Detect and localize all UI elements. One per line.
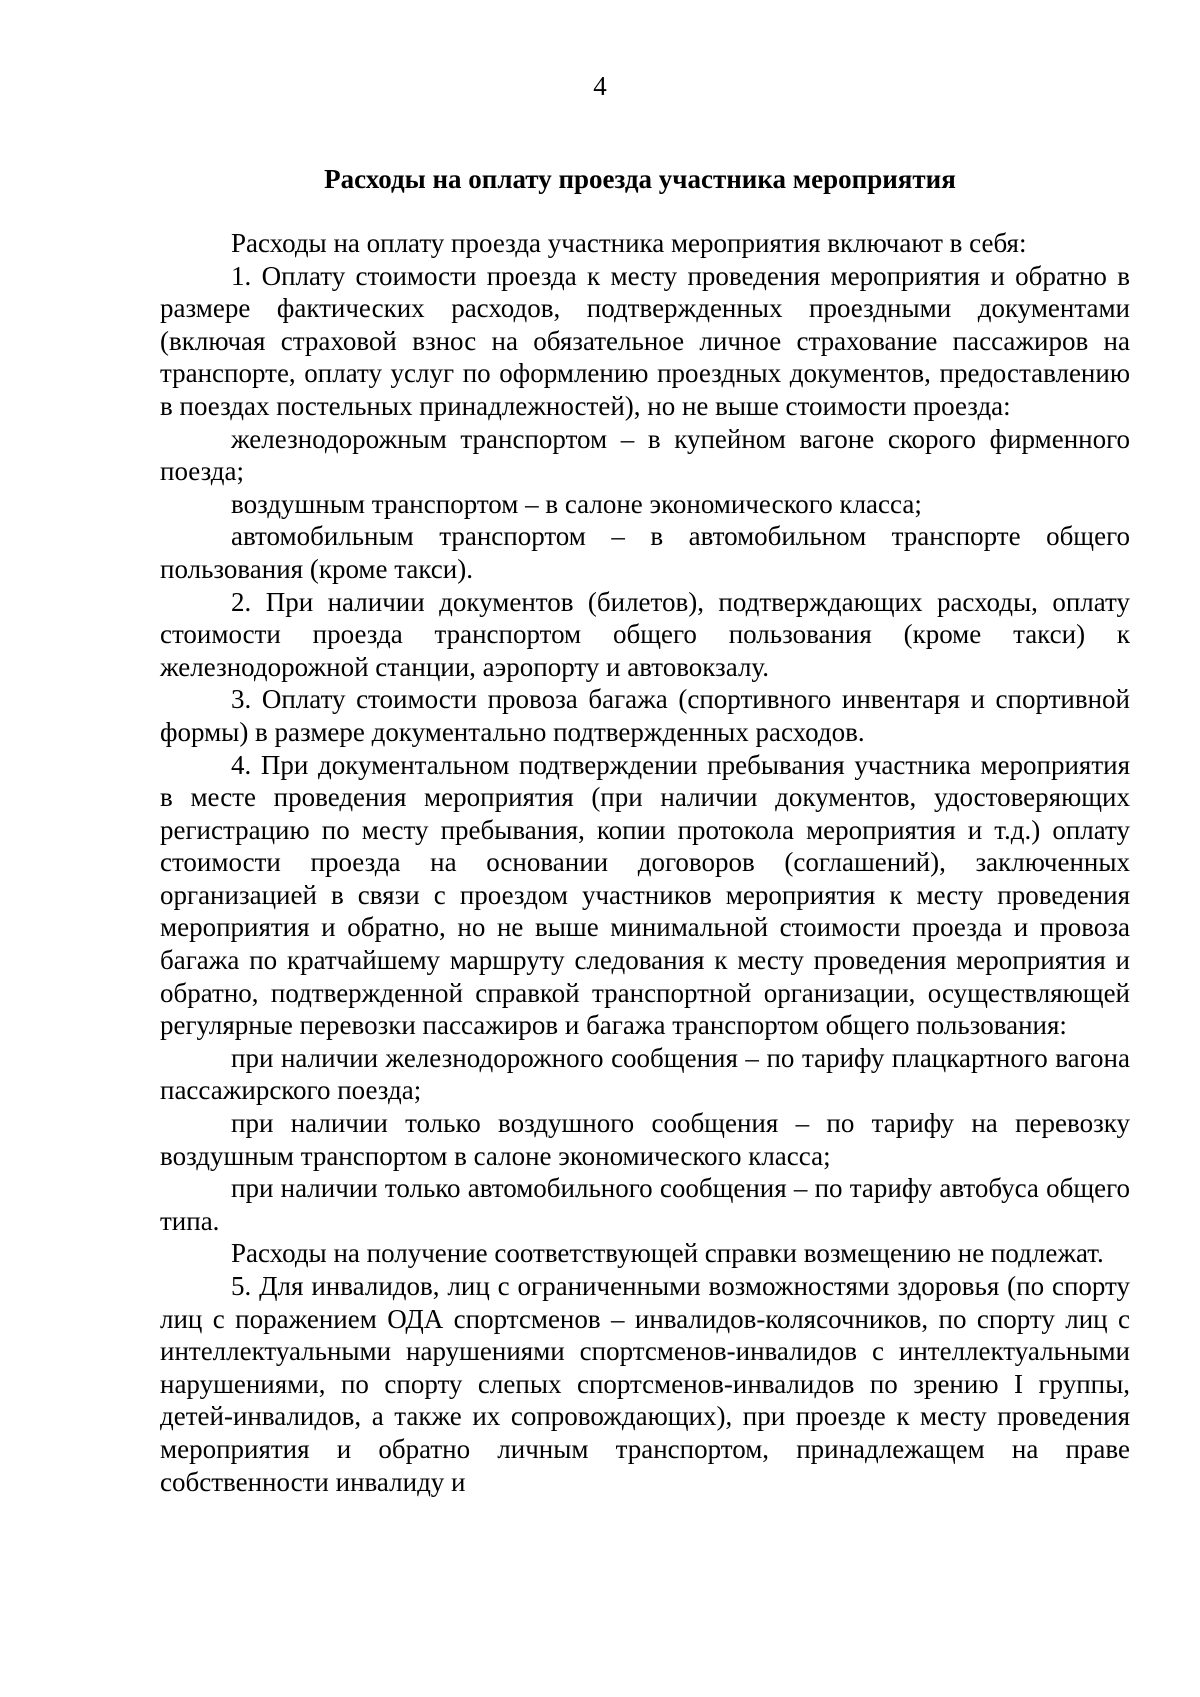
- section-title: Расходы на оплату проезда участника мероприятия: [324, 164, 956, 194]
- paragraph-bus-tariff: при наличии только автомобильного сообщения – по тарифу автобуса общего типа.: [160, 1173, 1130, 1236]
- paragraph-rail-tariff: при наличии железнодорожного сообщения – по тарифу плацкартного вагона пассажирского поезда;: [160, 1042, 1130, 1106]
- paragraph-certificate: Расходы на получение соответствующей справки возмещению не подлежат.: [231, 1238, 1104, 1269]
- paragraph-air-tariff: при наличии только воздушного сообщения – по тарифу на перевозку воздушным транспортом в салоне экономического класса;: [160, 1108, 1130, 1171]
- paragraph-auto: автомобильным транспортом – в автомобильном транспорте общего пользования (кроме такси).: [160, 521, 1130, 584]
- paragraph-item-3: 3. Оплату стоимости провоза багажа (спортивного инвентаря и спортивной формы) в размере документально подтвержденных расходов.: [160, 684, 1130, 747]
- paragraph-intro: Расходы на оплату проезда участника мероприятия включают в себя:: [231, 228, 1027, 258]
- paragraph-item-2: 2. При наличии документов (билетов), подтверждающих расходы, оплату стоимости проезда транспортом общего пользования (кроме такси) к железнодорожной станции, аэропорту и автовокзалу.: [160, 586, 1130, 682]
- document-body: [160, 227, 1130, 1498]
- paragraph-rail: железнодорожным транспортом – в купейном вагоне скорого фирменного поезда;: [160, 423, 1130, 487]
- page-number: 4: [593, 71, 607, 101]
- paragraph-air: воздушным транспортом – в салоне экономического класса;: [231, 488, 922, 519]
- paragraph-item-4: 4. При документальном подтверждении пребывания участника мероприятия в месте проведения мероприятия (при наличии документов, удостоверяющих регистрацию по месту пребывания, копии протокола мероприятия и т.д.) оплату стоимости проезда на основании договоров (соглашений), заключенных организацией в связи с проездом участников мероприятия к месту проведения мероприятия и обратно, но не выше минимальной стоимости проезда и провоза багажа по кратчайшему маршруту следования к месту проведения мероприятия и обратно, подтвержденной справкой транспортной организации, осуществляющей регулярные перевозки пассажиров и багажа транспортом общего пользования:: [160, 749, 1130, 1041]
- paragraph-item-5: 5. Для инвалидов, лиц с ограниченными возможностями здоровья (по спорту лиц с поражением ОДА спортсменов – инвалидов-колясочников, по спорту лиц с интеллектуальными нарушениями спортсменов-инвалидов с интеллектуальными нарушениями, по спорту слепых спортсменов-инвалидов по зрению I группы, детей-инвалидов, а также их сопровождающих), при проезде к месту проведения мероприятия и обратно личным транспортом, принадлежащем на праве собственности инвалиду и: [160, 1271, 1130, 1497]
- paragraph-item-1: 1. Оплату стоимости проезда к месту проведения мероприятия и обратно в размере фактических расходов, подтвержденных проездными документами (включая страховой взнос на обязательное личное страхование пассажиров на транспорте, оплату услуг по оформлению проездных документов, предоставлению в поездах постельных принадлежностей), но не выше стоимости проезда:: [160, 260, 1130, 421]
